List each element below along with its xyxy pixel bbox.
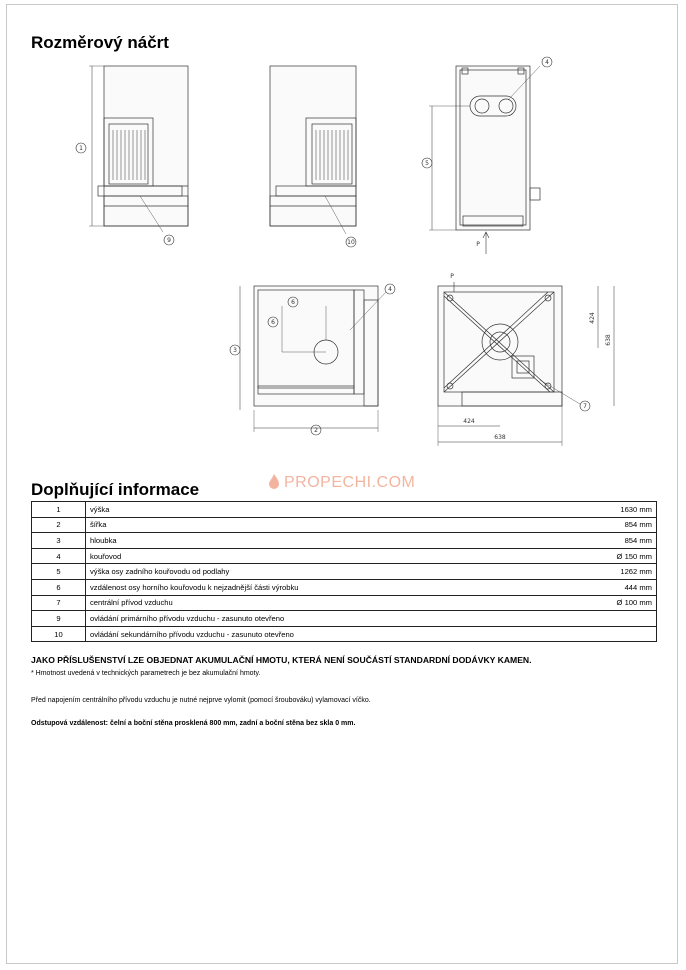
- svg-text:5: 5: [425, 160, 429, 167]
- svg-text:638: 638: [494, 434, 506, 441]
- watermark-text: PROPECHI.COM: [284, 474, 416, 491]
- table-row: 1 výška 1630 mm: [32, 502, 657, 518]
- clearance-note: Odstupová vzdálenost: čelní a boční stěna prosklená 800 mm, zadní a boční stěna bez skla 0 mm.: [31, 720, 356, 727]
- svg-text:6: 6: [271, 319, 275, 326]
- table-row: 5 výška osy zadního kouřovodu od podlahy 1262 mm: [32, 564, 657, 580]
- rear-view: [429, 66, 540, 254]
- page-title: Rozměrový náčrt: [31, 33, 169, 52]
- table-row: 10 ovládání sekundárního přívodu vzduchu - zasunuto otevřeno: [32, 626, 657, 642]
- table-row: 2 šířka 854 mm: [32, 517, 657, 533]
- accessory-note: JAKO PŘÍSLUŠENSTVÍ LZE OBJEDNAT AKUMULAČNÍ HMOTU, KTERÁ NENÍ SOUČÁSTÍ STANDARDNÍ DODÁVKY KAMEN.: [31, 655, 532, 665]
- svg-text:9: 9: [167, 237, 171, 244]
- side-view: [270, 66, 356, 234]
- svg-text:7: 7: [583, 403, 587, 410]
- table-row: 4 kouřovod Ø 150 mm: [32, 548, 657, 564]
- svg-text:6: 6: [291, 299, 295, 306]
- dimension-sketch: [0, 0, 686, 470]
- air-supply-note: Před napojením centrálního přívodu vzduchu je nutné nejprve vylomit (pomocí šroubováku) vylamovací víčko.: [31, 697, 371, 704]
- svg-text:3: 3: [233, 347, 237, 354]
- watermark: [268, 474, 415, 492]
- svg-text:P: P: [476, 241, 480, 248]
- top-view: [240, 286, 386, 432]
- weight-note: * Hmotnost uvedená v technických parametrech je bez akumulační hmoty.: [31, 670, 261, 677]
- front-view: [89, 66, 188, 232]
- svg-text:1: 1: [79, 145, 83, 152]
- svg-text:P: P: [450, 273, 454, 280]
- svg-text:424: 424: [463, 418, 475, 425]
- table-row: 3 hloubka 854 mm: [32, 533, 657, 549]
- section-title: Doplňující informace: [31, 480, 200, 499]
- svg-text:4: 4: [388, 286, 392, 293]
- svg-text:10: 10: [347, 239, 355, 246]
- table-row: 6 vzdálenost osy horního kouřovodu k nejzadnější části výrobku 444 mm: [32, 579, 657, 595]
- spec-table: [31, 501, 657, 642]
- svg-text:638: 638: [605, 334, 612, 346]
- table-row: 7 centrální přívod vzduchu Ø 100 mm: [32, 595, 657, 611]
- svg-text:2: 2: [314, 427, 318, 434]
- table-row: 9 ovládání primárního přívodu vzduchu - zasunuto otevřeno: [32, 611, 657, 627]
- flame-icon: [268, 474, 280, 490]
- svg-text:4: 4: [545, 59, 549, 66]
- svg-text:424: 424: [589, 312, 596, 324]
